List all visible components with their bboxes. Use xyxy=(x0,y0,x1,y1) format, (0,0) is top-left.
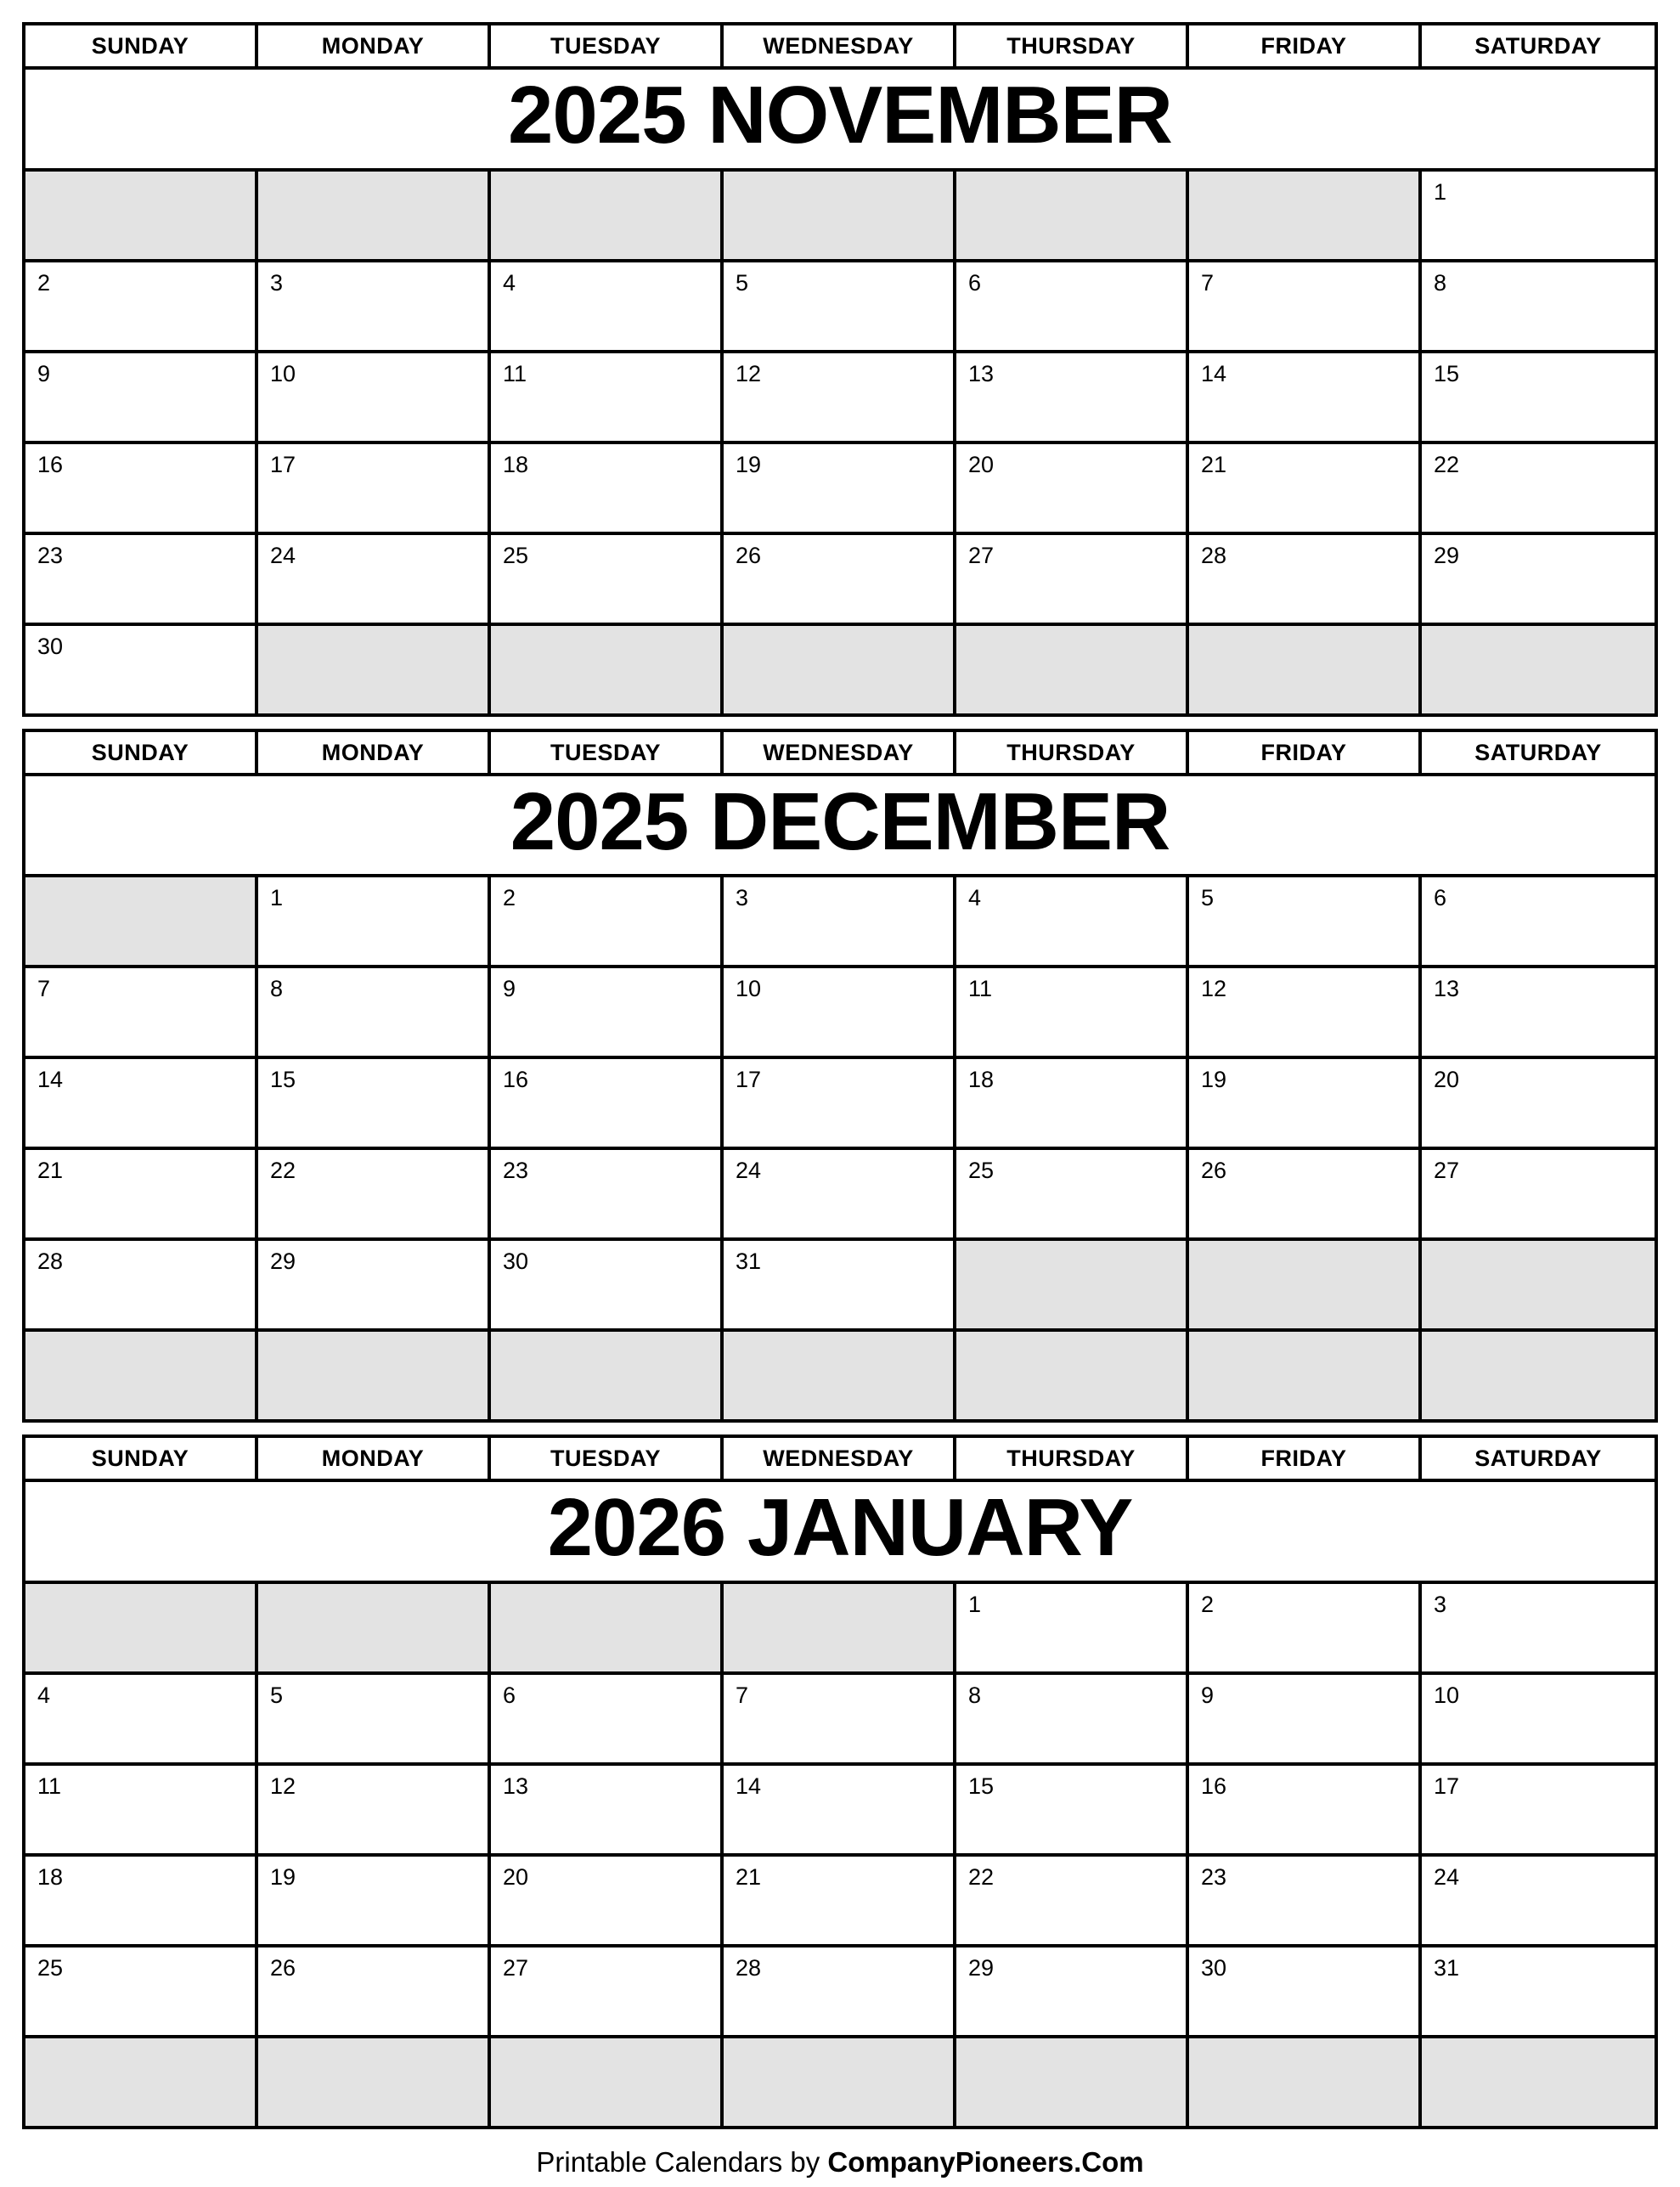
day-cell[interactable]: 5 xyxy=(258,1675,491,1762)
day-cell[interactable]: 10 xyxy=(724,968,956,1056)
day-cell[interactable]: 26 xyxy=(724,535,956,623)
weekday-header-cell: FRIDAY xyxy=(1189,1438,1422,1479)
week-row xyxy=(25,968,1655,1059)
day-cell[interactable]: 16 xyxy=(491,1059,724,1147)
day-cell[interactable]: 17 xyxy=(724,1059,956,1147)
week-row xyxy=(25,262,1655,353)
day-cell[interactable]: 14 xyxy=(724,1766,956,1853)
day-cell[interactable]: 27 xyxy=(956,535,1189,623)
weekday-header-cell: WEDNESDAY xyxy=(724,25,956,66)
weekday-header-cell: SUNDAY xyxy=(25,732,258,773)
day-cell[interactable]: 31 xyxy=(1422,1947,1655,2035)
month-block xyxy=(22,729,1658,1423)
day-cell[interactable]: 19 xyxy=(1189,1059,1422,1147)
week-row xyxy=(25,1857,1655,1947)
day-cell[interactable]: 28 xyxy=(25,1241,258,1328)
day-cell[interactable]: 19 xyxy=(258,1857,491,1944)
empty-day-cell xyxy=(25,1584,258,1671)
weekday-header-cell: WEDNESDAY xyxy=(724,1438,956,1479)
day-cell[interactable]: 23 xyxy=(25,535,258,623)
day-cell[interactable]: 21 xyxy=(1189,444,1422,532)
week-row xyxy=(25,353,1655,444)
day-cell[interactable]: 7 xyxy=(724,1675,956,1762)
day-cell[interactable]: 28 xyxy=(1189,535,1422,623)
month-block xyxy=(22,1435,1658,2129)
empty-day-cell xyxy=(956,1241,1189,1328)
day-cell[interactable]: 30 xyxy=(1189,1947,1422,2035)
empty-day-cell xyxy=(956,1332,1189,1419)
day-cell[interactable]: 17 xyxy=(1422,1766,1655,1853)
day-cell[interactable]: 31 xyxy=(724,1241,956,1328)
weekday-header-cell: MONDAY xyxy=(258,25,491,66)
week-row xyxy=(25,444,1655,535)
empty-day-cell xyxy=(25,172,258,259)
day-cell[interactable]: 26 xyxy=(1189,1150,1422,1237)
empty-day-cell xyxy=(724,1584,956,1671)
weekday-header-row xyxy=(25,1438,1655,1482)
day-cell[interactable]: 25 xyxy=(491,535,724,623)
weekday-header-cell: TUESDAY xyxy=(491,732,724,773)
empty-day-cell xyxy=(491,1332,724,1419)
empty-day-cell xyxy=(1422,1241,1655,1328)
empty-day-cell xyxy=(956,626,1189,713)
weekday-header-cell: SATURDAY xyxy=(1422,25,1655,66)
day-cell[interactable]: 3 xyxy=(1422,1584,1655,1671)
day-cell[interactable]: 15 xyxy=(1422,353,1655,441)
weekday-header-cell: SUNDAY xyxy=(25,25,258,66)
weekday-header-cell: MONDAY xyxy=(258,732,491,773)
week-row xyxy=(25,1150,1655,1241)
day-cell[interactable]: 7 xyxy=(25,968,258,1056)
day-cell[interactable]: 8 xyxy=(956,1675,1189,1762)
empty-day-cell xyxy=(258,1584,491,1671)
day-cell[interactable]: 18 xyxy=(956,1059,1189,1147)
day-cell[interactable]: 24 xyxy=(258,535,491,623)
empty-day-cell xyxy=(1189,172,1422,259)
empty-day-cell xyxy=(956,172,1189,259)
day-cell[interactable]: 17 xyxy=(258,444,491,532)
day-cell[interactable]: 18 xyxy=(491,444,724,532)
empty-day-cell xyxy=(258,626,491,713)
day-cell[interactable]: 8 xyxy=(258,968,491,1056)
day-cell[interactable]: 29 xyxy=(1422,535,1655,623)
footer-brand: CompanyPioneers.Com xyxy=(827,2146,1144,2179)
week-row xyxy=(25,1241,1655,1332)
week-row xyxy=(25,1675,1655,1766)
weeks-grid xyxy=(25,1584,1655,2126)
day-cell[interactable]: 15 xyxy=(956,1766,1189,1853)
weekday-header-cell: TUESDAY xyxy=(491,1438,724,1479)
day-cell[interactable]: 19 xyxy=(724,444,956,532)
day-cell[interactable]: 2 xyxy=(1189,1584,1422,1671)
empty-day-cell xyxy=(724,2038,956,2126)
weekday-header-row xyxy=(25,732,1655,776)
month-title-row xyxy=(25,1482,1655,1584)
day-cell[interactable]: 4 xyxy=(25,1675,258,1762)
day-cell[interactable]: 1 xyxy=(956,1584,1189,1671)
empty-day-cell xyxy=(724,626,956,713)
weekday-header-cell: FRIDAY xyxy=(1189,25,1422,66)
day-cell[interactable]: 4 xyxy=(491,262,724,350)
month-title-row xyxy=(25,70,1655,172)
empty-day-cell xyxy=(1189,1332,1422,1419)
day-cell[interactable]: 10 xyxy=(1422,1675,1655,1762)
day-cell[interactable]: 28 xyxy=(724,1947,956,2035)
week-row xyxy=(25,172,1655,262)
day-cell[interactable]: 25 xyxy=(25,1947,258,2035)
day-cell[interactable]: 24 xyxy=(1422,1857,1655,1944)
empty-day-cell xyxy=(25,877,258,965)
day-cell[interactable]: 16 xyxy=(25,444,258,532)
footer-prefix: Printable Calendars by xyxy=(536,2146,828,2179)
day-cell[interactable]: 12 xyxy=(724,353,956,441)
day-cell[interactable]: 22 xyxy=(258,1150,491,1237)
week-row xyxy=(25,1059,1655,1150)
day-cell[interactable]: 5 xyxy=(724,262,956,350)
day-cell[interactable]: 9 xyxy=(1189,1675,1422,1762)
empty-day-cell xyxy=(1189,1241,1422,1328)
day-cell[interactable]: 11 xyxy=(25,1766,258,1853)
week-row xyxy=(25,1584,1655,1675)
day-cell[interactable]: 26 xyxy=(258,1947,491,2035)
day-cell[interactable]: 6 xyxy=(956,262,1189,350)
empty-day-cell xyxy=(1422,626,1655,713)
day-cell[interactable]: 20 xyxy=(1422,1059,1655,1147)
weekday-header-cell: SUNDAY xyxy=(25,1438,258,1479)
month-title: 2026 JANUARY xyxy=(547,1482,1133,1574)
day-cell[interactable]: 2 xyxy=(25,262,258,350)
month-title: 2025 NOVEMBER xyxy=(508,70,1172,161)
empty-day-cell xyxy=(258,1332,491,1419)
weeks-grid xyxy=(25,877,1655,1419)
day-cell[interactable]: 25 xyxy=(956,1150,1189,1237)
day-cell[interactable]: 22 xyxy=(956,1857,1189,1944)
day-cell[interactable]: 27 xyxy=(491,1947,724,2035)
week-row xyxy=(25,877,1655,968)
day-cell[interactable]: 8 xyxy=(1422,262,1655,350)
day-cell[interactable]: 20 xyxy=(491,1857,724,1944)
day-cell[interactable]: 11 xyxy=(956,968,1189,1056)
day-cell[interactable]: 5 xyxy=(1189,877,1422,965)
empty-day-cell xyxy=(491,626,724,713)
day-cell[interactable]: 1 xyxy=(1422,172,1655,259)
empty-day-cell xyxy=(258,172,491,259)
week-row xyxy=(25,1766,1655,1857)
page-footer xyxy=(22,2141,1658,2187)
month-title: 2025 DECEMBER xyxy=(510,775,1170,867)
day-cell[interactable]: 3 xyxy=(258,262,491,350)
weekday-header-cell: SATURDAY xyxy=(1422,1438,1655,1479)
day-cell[interactable]: 12 xyxy=(258,1766,491,1853)
weekday-header-cell: TUESDAY xyxy=(491,25,724,66)
day-cell[interactable]: 1 xyxy=(258,877,491,965)
week-row xyxy=(25,2038,1655,2126)
empty-day-cell xyxy=(491,2038,724,2126)
empty-day-cell xyxy=(724,172,956,259)
day-cell[interactable]: 30 xyxy=(491,1241,724,1328)
empty-day-cell xyxy=(724,1332,956,1419)
empty-day-cell xyxy=(491,172,724,259)
weeks-grid xyxy=(25,172,1655,713)
day-cell[interactable]: 16 xyxy=(1189,1766,1422,1853)
day-cell[interactable]: 9 xyxy=(491,968,724,1056)
day-cell[interactable]: 27 xyxy=(1422,1150,1655,1237)
day-cell[interactable]: 2 xyxy=(491,877,724,965)
day-cell[interactable]: 13 xyxy=(956,353,1189,441)
day-cell[interactable]: 4 xyxy=(956,877,1189,965)
empty-day-cell xyxy=(1189,626,1422,713)
weekday-header-cell: SATURDAY xyxy=(1422,732,1655,773)
day-cell[interactable]: 21 xyxy=(25,1150,258,1237)
day-cell[interactable]: 6 xyxy=(491,1675,724,1762)
week-row xyxy=(25,626,1655,713)
weekday-header-cell: THURSDAY xyxy=(956,25,1189,66)
weekday-header-row xyxy=(25,25,1655,70)
day-cell[interactable]: 7 xyxy=(1189,262,1422,350)
empty-day-cell xyxy=(491,1584,724,1671)
day-cell[interactable]: 13 xyxy=(491,1766,724,1853)
day-cell[interactable]: 23 xyxy=(1189,1857,1422,1944)
day-cell[interactable]: 14 xyxy=(1189,353,1422,441)
day-cell[interactable]: 11 xyxy=(491,353,724,441)
day-cell[interactable]: 29 xyxy=(956,1947,1189,2035)
weekday-header-cell: THURSDAY xyxy=(956,1438,1189,1479)
day-cell[interactable]: 6 xyxy=(1422,877,1655,965)
day-cell[interactable]: 24 xyxy=(724,1150,956,1237)
day-cell[interactable]: 15 xyxy=(258,1059,491,1147)
weekday-header-cell: MONDAY xyxy=(258,1438,491,1479)
day-cell[interactable]: 23 xyxy=(491,1150,724,1237)
day-cell[interactable]: 20 xyxy=(956,444,1189,532)
day-cell[interactable]: 9 xyxy=(25,353,258,441)
month-block xyxy=(22,22,1658,717)
empty-day-cell xyxy=(1422,1332,1655,1419)
week-row xyxy=(25,1332,1655,1419)
empty-day-cell xyxy=(25,2038,258,2126)
day-cell[interactable]: 3 xyxy=(724,877,956,965)
day-cell[interactable]: 10 xyxy=(258,353,491,441)
empty-day-cell xyxy=(25,1332,258,1419)
day-cell[interactable]: 30 xyxy=(25,626,258,713)
day-cell[interactable]: 12 xyxy=(1189,968,1422,1056)
empty-day-cell xyxy=(1422,2038,1655,2126)
weekday-header-cell: WEDNESDAY xyxy=(724,732,956,773)
empty-day-cell xyxy=(1189,2038,1422,2126)
day-cell[interactable]: 14 xyxy=(25,1059,258,1147)
day-cell[interactable]: 29 xyxy=(258,1241,491,1328)
weekday-header-cell: FRIDAY xyxy=(1189,732,1422,773)
months-container xyxy=(22,22,1658,2141)
day-cell[interactable]: 18 xyxy=(25,1857,258,1944)
week-row xyxy=(25,535,1655,626)
weekday-header-cell: THURSDAY xyxy=(956,732,1189,773)
day-cell[interactable]: 21 xyxy=(724,1857,956,1944)
day-cell[interactable]: 13 xyxy=(1422,968,1655,1056)
week-row xyxy=(25,1947,1655,2038)
empty-day-cell xyxy=(956,2038,1189,2126)
month-title-row xyxy=(25,776,1655,878)
empty-day-cell xyxy=(258,2038,491,2126)
day-cell[interactable]: 22 xyxy=(1422,444,1655,532)
